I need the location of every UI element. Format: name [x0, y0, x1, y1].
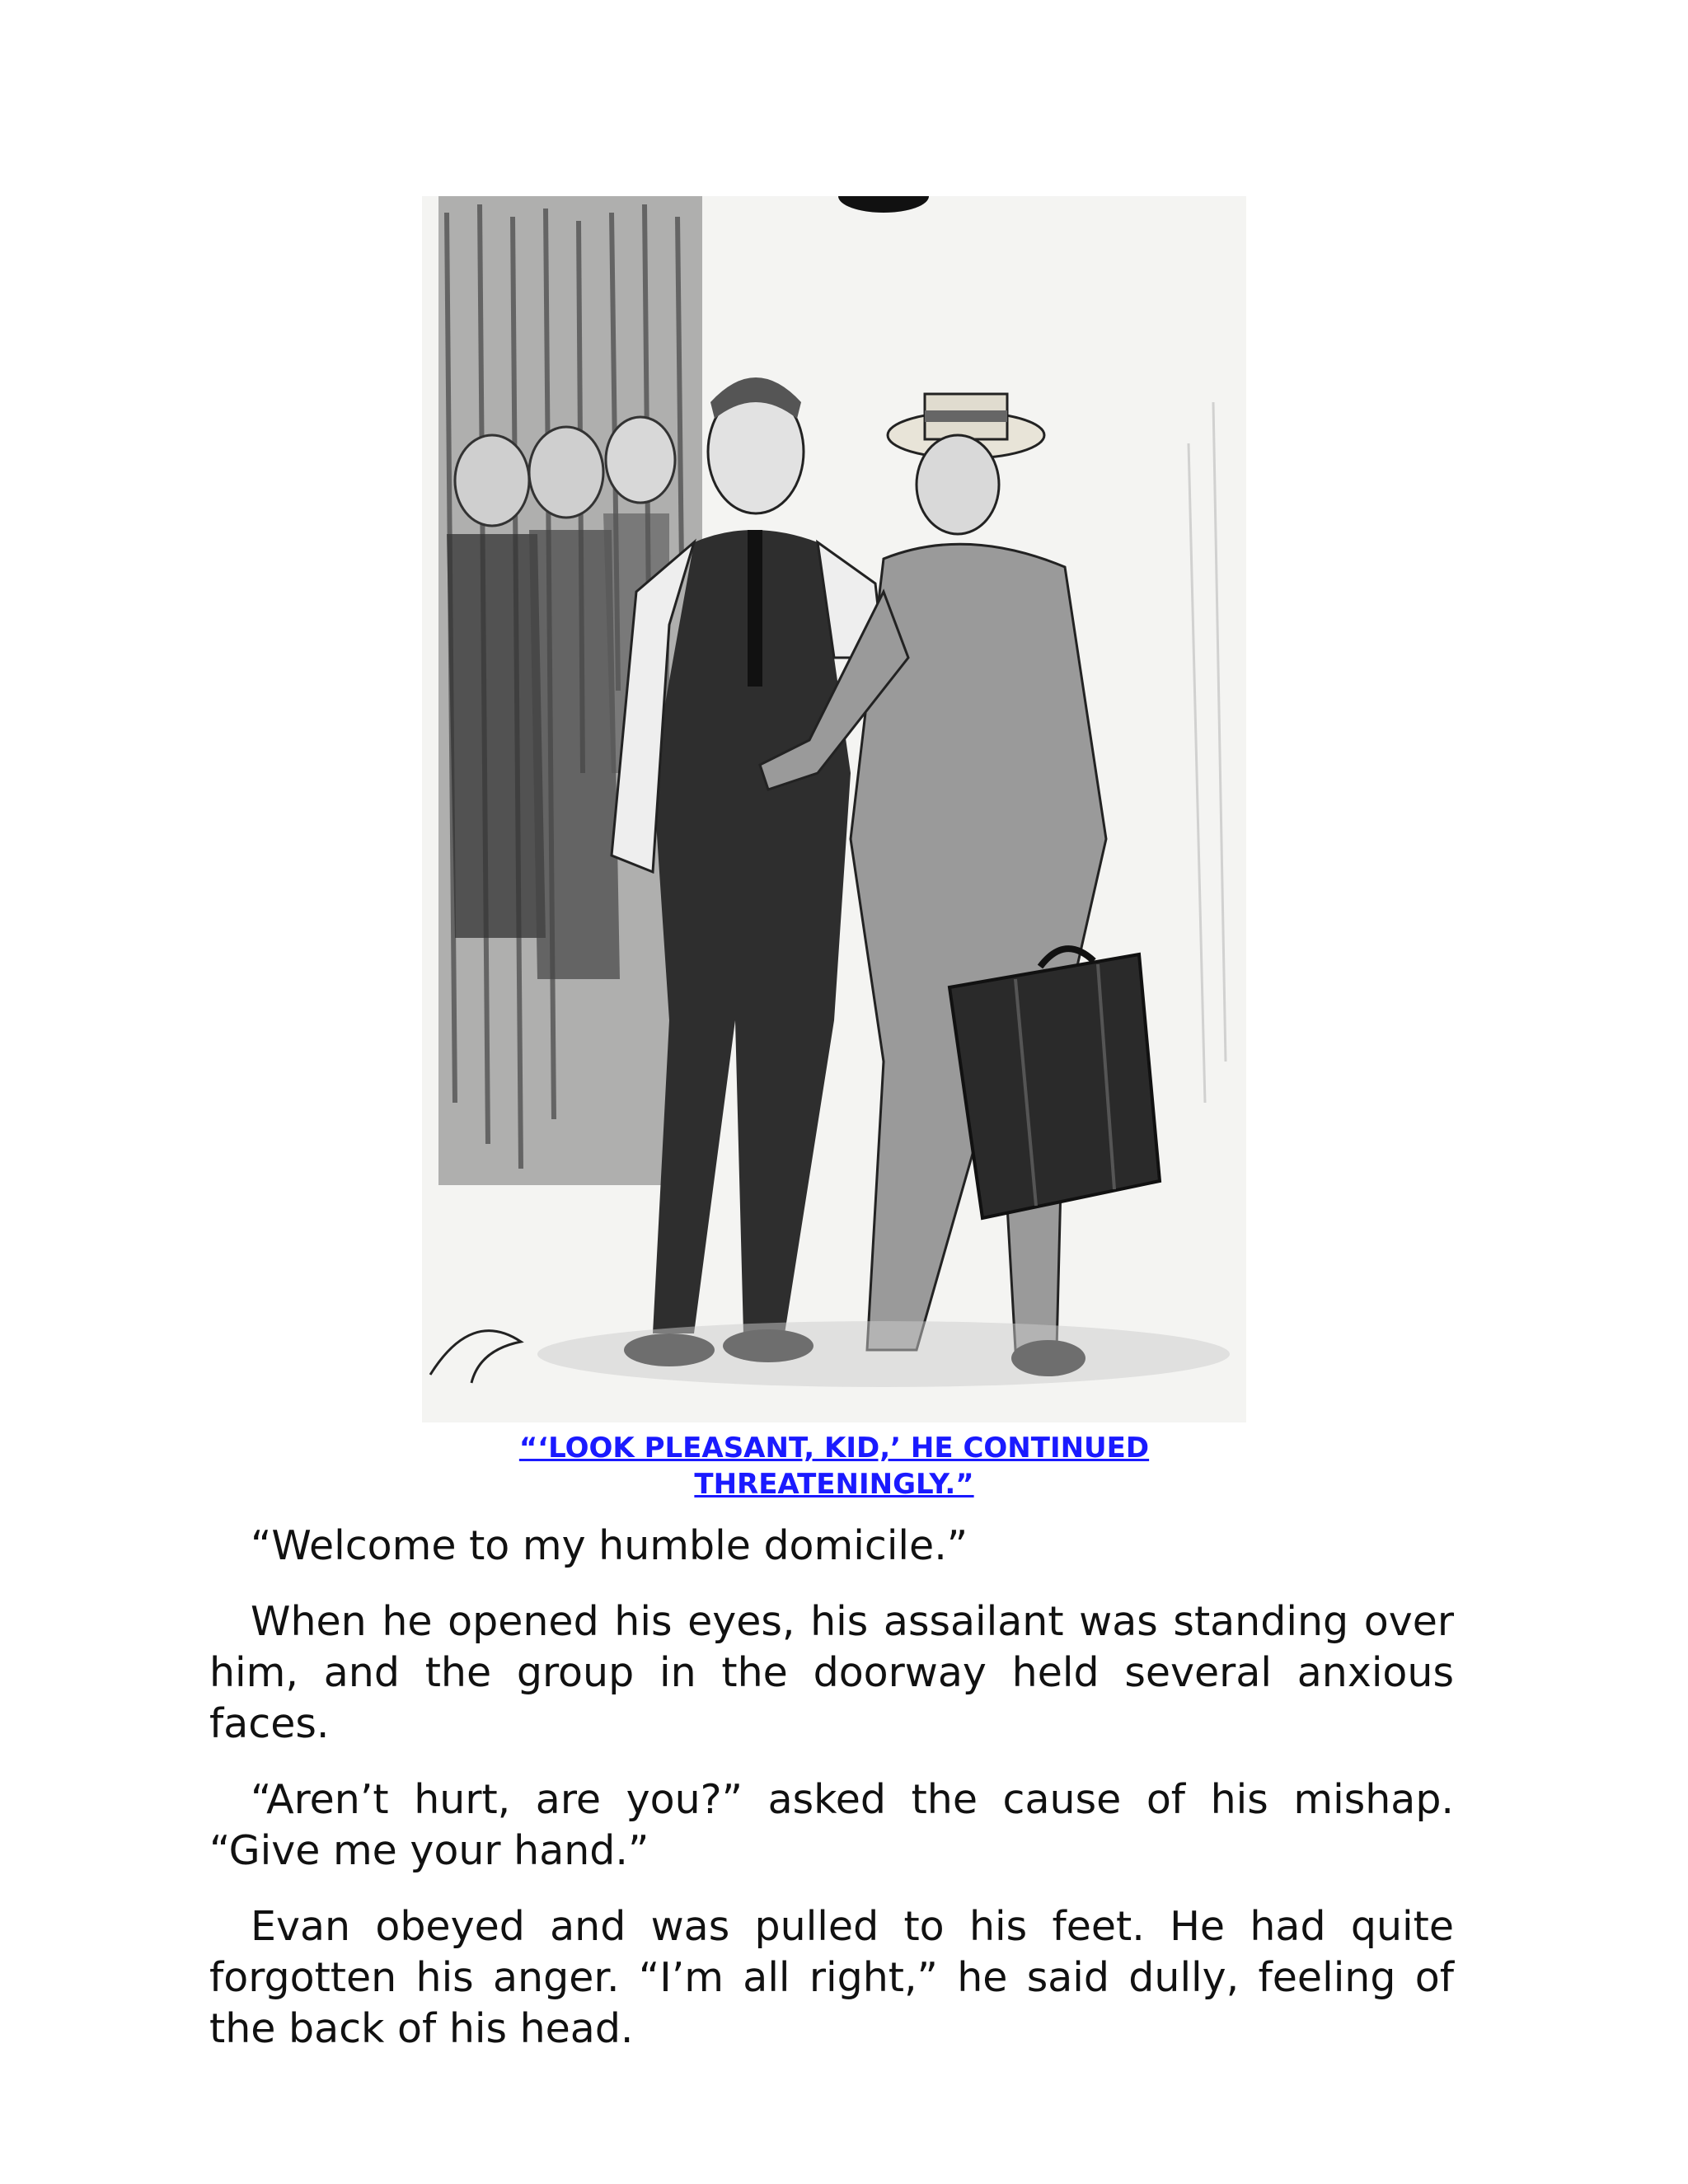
paragraph-4: Evan obeyed and was pulled to his feet. He had quite forgotten his anger. “I’m all right,” he said dully, feeling of the back of his head. [209, 1903, 1454, 2052]
body-text [209, 1521, 1454, 2079]
suitcase [950, 949, 1160, 1218]
illustration-drawing [422, 196, 1246, 1422]
illustration [422, 196, 1246, 1422]
artist-signature [430, 1331, 521, 1383]
paragraph-3: “Aren’t hurt, are you?” asked the cause of his mishap. “Give me your hand.” [209, 1776, 1454, 1874]
illustration-caption[interactable]: “‘LOOK PLEASANT, KID,’ HE CONTINUED THREATENINGLY.” [518, 1432, 1150, 1501]
paragraph-2: When he opened his eyes, his assailant was standing over him, and the group in the doorway held several anxious faces. [209, 1598, 1454, 1747]
paragraph-1: “Welcome to my humble domicile.” [251, 1522, 968, 1569]
